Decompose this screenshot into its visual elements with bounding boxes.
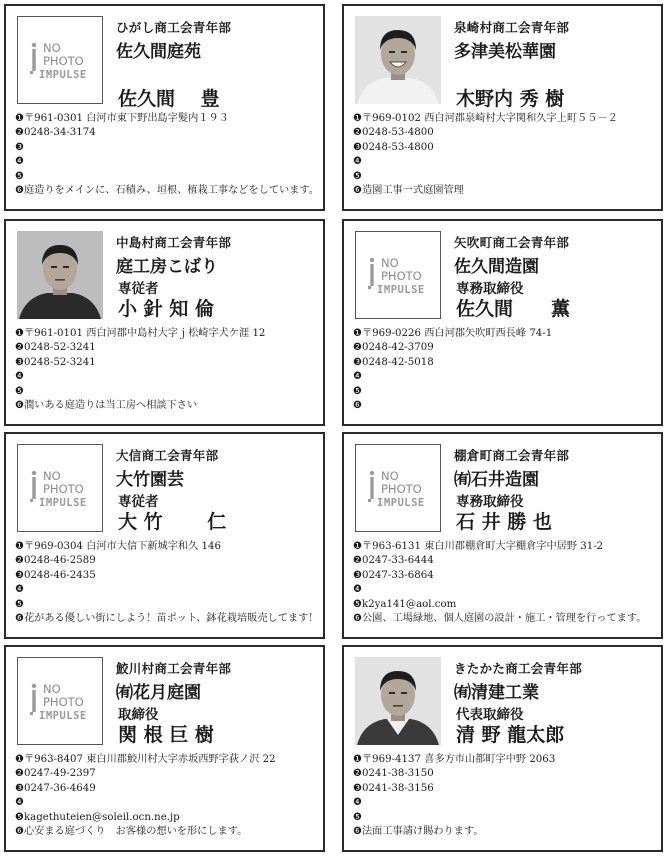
info-number-icon: ❹ <box>353 371 362 383</box>
company-name: ㈲花月庭園 <box>116 683 201 703</box>
info-line <box>15 170 319 184</box>
no-photo-label-no: NO <box>381 256 399 270</box>
info-number-icon: ❸ <box>15 356 24 368</box>
job-title: 代表取締役 <box>456 707 524 723</box>
info-text: 0248-53-4800 <box>361 127 434 139</box>
info-line <box>15 540 319 554</box>
info-line <box>353 598 657 612</box>
info-line <box>15 782 319 796</box>
business-card <box>4 432 325 639</box>
info-line <box>353 796 657 810</box>
job-title: 専務取締役 <box>456 494 524 510</box>
info-line <box>15 796 319 810</box>
info-text: 潤いある庭造りは当工房へ相談下さい <box>23 400 198 412</box>
member-photo <box>355 444 441 532</box>
contact-info-list <box>353 540 657 626</box>
info-line <box>15 612 319 626</box>
info-line <box>15 327 319 341</box>
info-number-icon: ❹ <box>353 156 362 168</box>
info-line <box>15 753 319 767</box>
info-number-icon: ❷ <box>353 768 362 780</box>
info-text: 0241-38-3150 <box>361 768 434 780</box>
info-text: 〒963-6131 東白川郡棚倉町大字棚倉字中居野 31-2 <box>361 541 604 552</box>
job-title: 取締役 <box>118 707 159 723</box>
info-line <box>15 767 319 781</box>
info-line <box>15 184 319 198</box>
info-number-icon: ❷ <box>15 768 24 780</box>
no-photo-placeholder-icon <box>18 17 104 105</box>
no-photo-placeholder-icon <box>18 658 104 746</box>
info-text: 0247-36-4649 <box>23 782 96 794</box>
man-short-hair-icon <box>17 231 103 319</box>
info-line <box>353 540 657 554</box>
info-line <box>353 753 657 767</box>
info-number-icon: ❷ <box>353 127 362 139</box>
info-number-icon: ❻ <box>15 826 24 838</box>
info-text: 〒969-4137 喜多方市山都町字中野 2063 <box>361 754 556 765</box>
info-number-icon: ❸ <box>353 141 362 153</box>
info-text: 0248-52-3241 <box>23 356 96 368</box>
info-number-icon: ❸ <box>353 356 362 368</box>
person-name: 関 根 巨 樹 <box>118 724 214 746</box>
info-number-icon: ❺ <box>15 170 24 182</box>
info-line <box>15 399 319 413</box>
person-name: 佐久間 薫 <box>456 298 571 320</box>
info-text: 法面工事請け賜わります。 <box>361 826 484 838</box>
business-card <box>342 219 663 426</box>
contact-info-list <box>353 327 657 413</box>
info-number-icon: ❶ <box>353 754 362 765</box>
info-line <box>15 155 319 169</box>
person-name: 石 井 勝 也 <box>456 511 552 533</box>
info-text: k2ya141@aol.com <box>361 598 457 610</box>
organization-name: 鮫川村商工会青年部 <box>116 661 232 676</box>
no-photo-label-photo: PHOTO <box>381 269 422 283</box>
info-text: 0248-42-5018 <box>361 356 434 368</box>
info-number-icon: ❹ <box>353 584 362 596</box>
info-number-icon: ❶ <box>15 328 24 339</box>
info-number-icon: ❹ <box>353 797 362 809</box>
organization-name: 大信商工会青年部 <box>116 448 219 463</box>
info-text: 庭造りをメインに、石積み、垣根、植栽工事などをしています。 <box>23 185 319 197</box>
info-line <box>353 341 657 355</box>
job-title: 専務取締役 <box>456 281 524 297</box>
no-photo-label-no: NO <box>43 469 61 483</box>
info-number-icon: ❷ <box>15 127 24 139</box>
info-line <box>353 356 657 370</box>
info-line <box>15 825 319 839</box>
info-text: 0248-42-3709 <box>361 342 434 354</box>
person-name: 木野内 秀 樹 <box>456 88 565 110</box>
info-line <box>15 341 319 355</box>
contact-info-list <box>353 112 657 198</box>
info-text: 〒969-0226 西白河郡矢吹町西長峰 74-1 <box>361 328 553 339</box>
info-text: 〒969-0304 白河市大信下新城字和久 146 <box>23 541 221 552</box>
info-number-icon: ❺ <box>353 170 362 182</box>
info-line <box>353 583 657 597</box>
info-number-icon: ❺ <box>353 598 362 610</box>
organization-name: 棚倉町商工会青年部 <box>454 448 570 463</box>
info-text: 0247-33-6444 <box>361 555 434 567</box>
organization-name: 中島村商工会青年部 <box>116 235 232 250</box>
person-name: 小 針 知 倫 <box>118 298 214 320</box>
info-line <box>353 767 657 781</box>
contact-info-list <box>15 327 319 413</box>
info-line <box>353 554 657 568</box>
info-line <box>15 126 319 140</box>
info-text: kagethuteien@soleil.ocn.ne.jp <box>23 811 180 823</box>
info-line <box>15 569 319 583</box>
member-photo <box>355 657 441 745</box>
impulse-logo-text: IMPULSE <box>39 710 87 722</box>
info-line <box>353 811 657 825</box>
info-line <box>15 811 319 825</box>
info-line <box>353 170 657 184</box>
info-line <box>15 583 319 597</box>
info-number-icon: ❻ <box>353 613 362 625</box>
info-line <box>15 370 319 384</box>
no-photo-label-no: NO <box>43 41 61 55</box>
info-line <box>353 370 657 384</box>
member-photo <box>17 231 103 319</box>
member-photo <box>355 231 441 319</box>
organization-name: 泉崎村商工会青年部 <box>454 20 570 35</box>
info-line <box>353 155 657 169</box>
person-name: 清 野 龍太郎 <box>456 724 565 746</box>
business-card <box>342 4 663 211</box>
info-number-icon: ❻ <box>15 400 24 412</box>
info-text: 0248-46-2589 <box>23 555 96 567</box>
company-name: 佐久間造園 <box>454 257 539 277</box>
info-number-icon: ❷ <box>15 342 24 354</box>
info-text: 花がある優しい街にしよう！苗ポット、鉢花栽培販売してます！ <box>23 613 319 625</box>
info-text: 0248-52-3241 <box>23 342 96 354</box>
info-line <box>15 554 319 568</box>
organization-name: きたかた商工会青年部 <box>454 661 583 676</box>
info-number-icon: ❷ <box>353 555 362 567</box>
info-text: 〒961-0101 西白河郡中島村大字ｊ松崎字犬ケ涯 12 <box>23 328 266 339</box>
info-number-icon: ❶ <box>353 541 362 552</box>
no-photo-label-no: NO <box>381 469 399 483</box>
job-title: 専従者 <box>118 281 159 297</box>
info-number-icon: ❺ <box>15 811 24 823</box>
info-text: 〒969-0102 西白河郡泉崎村大字関和久字上町５５－２ <box>361 113 618 124</box>
info-line <box>353 112 657 126</box>
info-number-icon: ❹ <box>15 797 24 809</box>
info-number-icon: ❸ <box>15 569 24 581</box>
info-line <box>15 141 319 155</box>
company-name: 多津美松華園 <box>454 42 556 62</box>
info-line <box>353 126 657 140</box>
info-number-icon: ❶ <box>353 328 362 339</box>
info-number-icon: ❻ <box>15 613 24 625</box>
no-photo-label-photo: PHOTO <box>43 695 84 709</box>
member-photo <box>17 657 103 745</box>
info-line <box>15 385 319 399</box>
info-text: 〒961-0301 白河市東下野出島字髪内１９３ <box>23 113 229 124</box>
info-number-icon: ❺ <box>15 385 24 397</box>
info-line <box>353 184 657 198</box>
info-text: 公園、工場緑地、個人庭園の設計・施工・管理を行ってます。 <box>361 613 647 625</box>
organization-name: 矢吹町商工会青年部 <box>454 235 570 250</box>
info-number-icon: ❹ <box>15 371 24 383</box>
contact-info-list <box>15 753 319 839</box>
company-name: 庭工房こばり <box>116 257 218 277</box>
member-photo <box>17 16 103 104</box>
info-line <box>15 112 319 126</box>
no-photo-label-photo: PHOTO <box>43 482 84 496</box>
info-number-icon: ❻ <box>353 400 362 412</box>
info-line <box>353 569 657 583</box>
business-card <box>342 645 663 852</box>
impulse-logo-text: IMPULSE <box>39 69 87 81</box>
business-card <box>4 645 325 852</box>
info-number-icon: ❺ <box>353 385 362 397</box>
info-line <box>353 141 657 155</box>
info-number-icon: ❷ <box>353 342 362 354</box>
organization-name: ひがし商工会青年部 <box>116 20 232 35</box>
info-number-icon: ❸ <box>353 782 362 794</box>
info-text: 〒963-8407 東白川郡鮫川村大字赤坂西野字荻ノ沢 22 <box>23 754 276 765</box>
company-name: ㈲清建工業 <box>454 683 539 703</box>
info-number-icon: ❻ <box>15 185 24 197</box>
no-photo-placeholder-icon <box>356 232 442 320</box>
info-number-icon: ❸ <box>15 782 24 794</box>
no-photo-label-no: NO <box>43 682 61 696</box>
info-text: 心安まる庭づくり お客様の想いを形にします。 <box>23 826 248 838</box>
info-line <box>353 399 657 413</box>
business-card <box>342 432 663 639</box>
info-number-icon: ❹ <box>15 156 24 168</box>
company-name: 大竹園芸 <box>116 470 184 490</box>
info-line <box>353 782 657 796</box>
info-text: 0247-49-2397 <box>23 768 96 780</box>
info-line <box>15 356 319 370</box>
man-smiling-icon <box>355 16 441 104</box>
info-number-icon: ❸ <box>15 141 24 153</box>
person-name: 佐久間 豊 <box>118 88 220 110</box>
contact-info-list <box>353 753 657 839</box>
contact-info-list <box>15 112 319 198</box>
man-uniform-icon <box>355 657 441 745</box>
info-line <box>353 825 657 839</box>
info-number-icon: ❶ <box>15 754 24 765</box>
info-number-icon: ❸ <box>353 569 362 581</box>
info-number-icon: ❺ <box>353 811 362 823</box>
business-card <box>4 4 325 211</box>
impulse-logo-text: IMPULSE <box>377 284 425 296</box>
no-photo-label-photo: PHOTO <box>381 482 422 496</box>
no-photo-label-photo: PHOTO <box>43 54 84 68</box>
info-line <box>353 612 657 626</box>
info-line <box>15 598 319 612</box>
person-name: 大 竹 仁 <box>118 511 227 533</box>
member-photo <box>355 16 441 104</box>
info-number-icon: ❶ <box>15 541 24 552</box>
info-number-icon: ❹ <box>15 584 24 596</box>
info-number-icon: ❻ <box>353 826 362 838</box>
info-text: 0248-34-3174 <box>23 127 96 139</box>
impulse-logo-text: IMPULSE <box>377 497 425 509</box>
company-name: 佐久間庭苑 <box>116 42 201 62</box>
info-text: 0241-38-3156 <box>361 782 434 794</box>
contact-info-list <box>15 540 319 626</box>
company-name: ㈲石井造園 <box>454 470 539 490</box>
member-photo <box>17 444 103 532</box>
no-photo-placeholder-icon <box>356 445 442 533</box>
info-line <box>353 327 657 341</box>
no-photo-placeholder-icon <box>18 445 104 533</box>
business-card <box>4 219 325 426</box>
info-number-icon: ❷ <box>15 555 24 567</box>
job-title: 専従者 <box>118 494 159 510</box>
info-text: 0247-33-6864 <box>361 569 434 581</box>
info-line <box>353 385 657 399</box>
info-number-icon: ❻ <box>353 185 362 197</box>
impulse-logo-text: IMPULSE <box>39 497 87 509</box>
info-number-icon: ❶ <box>353 113 362 124</box>
info-number-icon: ❶ <box>15 113 24 124</box>
info-text: 造園工事一式庭園管理 <box>361 185 464 197</box>
info-number-icon: ❺ <box>15 598 24 610</box>
info-text: 0248-53-4800 <box>361 141 434 153</box>
info-text: 0248-46-2435 <box>23 569 96 581</box>
